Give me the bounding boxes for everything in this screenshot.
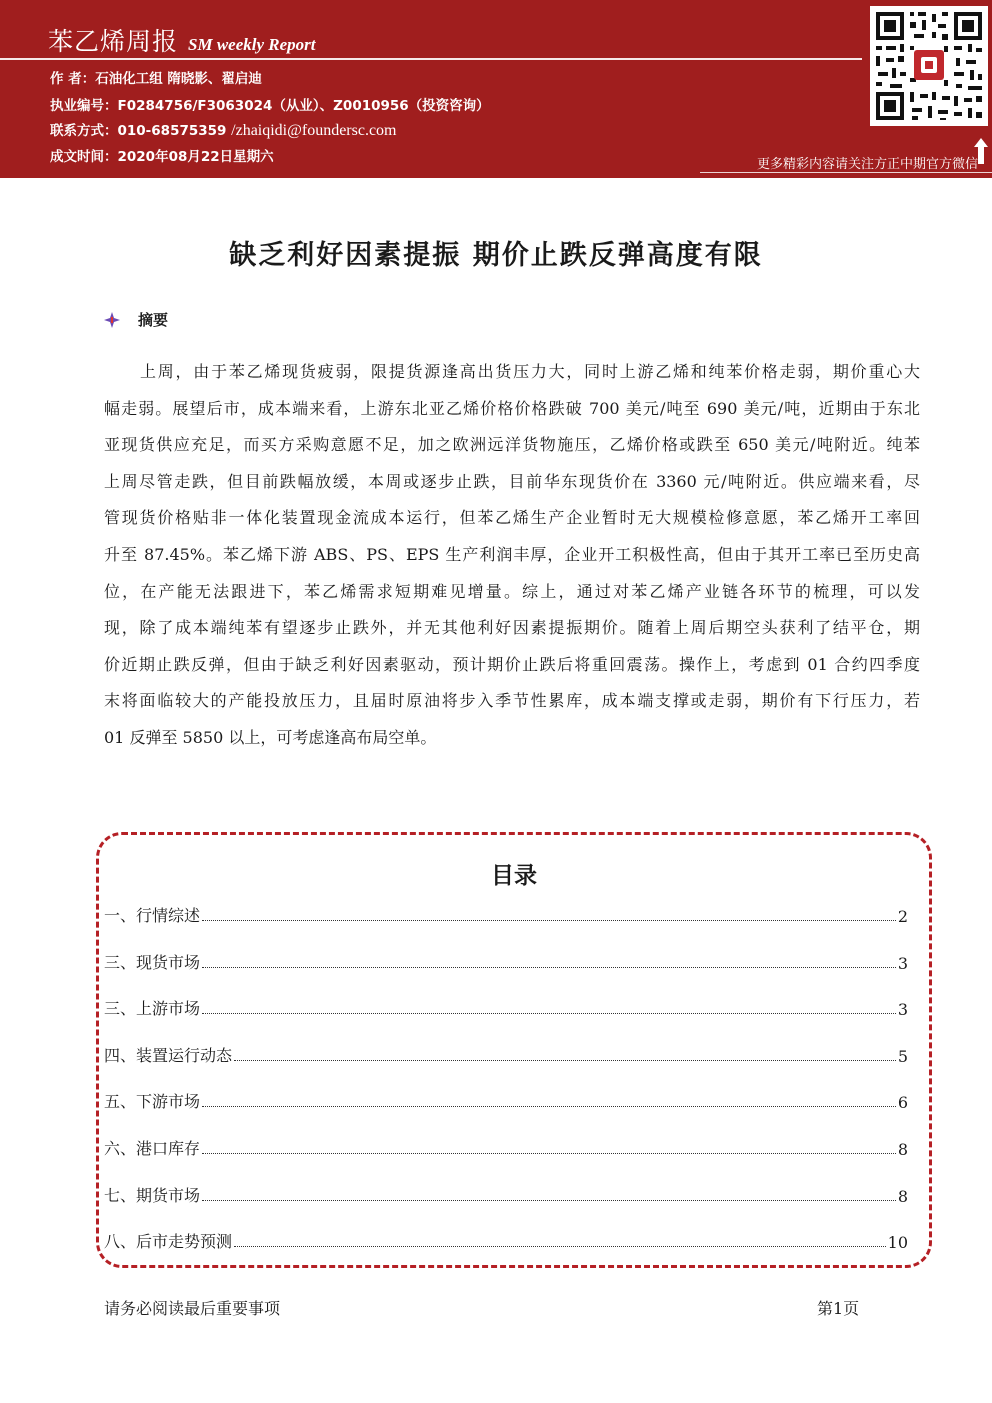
toc-title: 目录 bbox=[491, 863, 537, 889]
toc-item-label: 七、期货市场 bbox=[104, 1186, 201, 1205]
toc-item[interactable] bbox=[104, 951, 908, 973]
toc-item[interactable] bbox=[104, 1044, 908, 1066]
toc-item-page: 8 bbox=[897, 1187, 908, 1206]
footer-page-number: 第1页 bbox=[817, 1299, 860, 1318]
contact-email[interactable]: /zhaiqidi@foundersc.com bbox=[231, 122, 397, 139]
report-brand bbox=[48, 22, 316, 58]
toc-item[interactable] bbox=[104, 904, 908, 926]
toc-leader bbox=[202, 920, 896, 921]
toc-item[interactable] bbox=[104, 997, 908, 1019]
toc-item-page: 2 bbox=[897, 907, 908, 926]
page-title: 缺乏利好因素提振 期价止跌反弹高度有限 bbox=[229, 240, 763, 271]
toc-item-page: 5 bbox=[897, 1047, 908, 1066]
toc-item-page: 3 bbox=[897, 1000, 908, 1019]
contact-label: 联系方式： bbox=[50, 123, 118, 139]
toc-item[interactable] bbox=[104, 1137, 908, 1159]
toc-leader bbox=[202, 1013, 896, 1014]
toc-leader bbox=[202, 1106, 896, 1107]
abstract-line: 亚现货供应充足，而买方采购意愿不足，加之欧洲远洋货物施压，乙烯价格或跌至 650 美元/吨附近。纯苯 bbox=[104, 435, 920, 455]
license-label: 执业编号： bbox=[50, 98, 118, 114]
date-line bbox=[50, 145, 274, 165]
up-arrow-icon bbox=[974, 138, 988, 164]
toc-leader bbox=[202, 1200, 896, 1201]
toc-item[interactable] bbox=[104, 1230, 908, 1252]
toc-item[interactable] bbox=[104, 1090, 908, 1112]
header-divider bbox=[0, 58, 862, 60]
author-line bbox=[50, 67, 262, 87]
date-value: 2020年08月22日星期六 bbox=[117, 149, 274, 165]
license-value: F0284756/F3063024（从业）、Z0010956（投资咨询） bbox=[117, 98, 490, 114]
abstract-line: 升至 87.45%。苯乙烯下游 ABS、PS、EPS 生产利润丰厚，企业开工积极性高，但由于其开工率已至历史高 bbox=[104, 544, 920, 564]
abstract-line: 管现货价格贴非一体化装置现金流成本运行，但苯乙烯生产企业暂时无大规模检修意愿，苯乙烯开工率回 bbox=[104, 508, 920, 528]
toc-item-label: 三、上游市场 bbox=[104, 999, 201, 1018]
toc-item[interactable] bbox=[104, 1184, 908, 1206]
report-header bbox=[0, 0, 992, 178]
abstract-heading bbox=[104, 309, 168, 330]
toc-item-label: 五、下游市场 bbox=[104, 1092, 201, 1111]
toc-item-label: 四、装置运行动态 bbox=[104, 1046, 233, 1065]
abstract-line: 价近期止跌反弹，但由于缺乏利好因素驱动，预计期价止跌后将重回震荡。操作上，考虑到 01 合约四季度 bbox=[104, 654, 920, 674]
date-label: 成文时间： bbox=[50, 149, 118, 165]
qr-code-icon bbox=[870, 6, 988, 126]
abstract-line: 幅走弱。展望后市，成本端来看，上游东北亚乙烯价格价格跌破 700 美元/吨至 690 美元/吨，近期由于东北 bbox=[104, 398, 920, 418]
toc-item-page: 6 bbox=[897, 1093, 908, 1112]
toc-item-label: 三、现货市场 bbox=[104, 953, 201, 972]
toc-item-page: 8 bbox=[897, 1140, 908, 1159]
abstract-label: 摘要 bbox=[138, 311, 169, 329]
toc-leader bbox=[202, 1153, 896, 1154]
abstract-line: 现，除了成本端纯苯有望逐步止跌外，并无其他利好因素提振期价。随着上周后期空头获利了结平仓，期 bbox=[104, 618, 920, 638]
section-bullet-icon bbox=[104, 312, 120, 328]
toc-item-label: 六、港口库存 bbox=[104, 1139, 201, 1158]
toc-item-label: 八、后市走势预测 bbox=[104, 1232, 233, 1251]
report-title-en: SM weekly Report bbox=[188, 35, 316, 54]
toc-leader bbox=[234, 1060, 896, 1061]
footer-notice: 请务必阅读最后重要事项 bbox=[104, 1299, 281, 1318]
toc-item-label: 一、行情综述 bbox=[104, 906, 201, 925]
author-label: 作 者： bbox=[50, 71, 96, 87]
author-value: 石油化工组 隋晓影、翟启迪 bbox=[95, 71, 262, 87]
follow-divider bbox=[700, 172, 992, 173]
toc-item-page: 3 bbox=[897, 954, 908, 973]
toc-item-page: 10 bbox=[887, 1233, 908, 1252]
toc-leader bbox=[234, 1246, 886, 1247]
follow-notice: 更多精彩内容请关注方正中期官方微信 bbox=[756, 157, 978, 172]
license-line bbox=[50, 94, 490, 114]
abstract-line: 位，在产能无法跟进下，苯乙烯需求短期难见增量。综上，通过对苯乙烯产业链各环节的梳理，可以发 bbox=[104, 581, 920, 601]
abstract-line: 上周尽管走跌，但目前跌幅放缓，本周或逐步止跌，目前华东现货价在 3360 元/吨附近。供应端来看，尽 bbox=[104, 471, 920, 491]
contact-phone: 010-68575359 bbox=[117, 123, 232, 139]
abstract-line: 末将面临较大的产能投放压力，且届时原油将步入季节性累库，成本端支撑或走弱，期价有下行压力，若 bbox=[104, 691, 920, 711]
contact-line bbox=[50, 119, 397, 140]
report-title-cn: 苯乙烯周报 bbox=[48, 27, 179, 56]
abstract-line: 上周，由于苯乙烯现货疲弱，限提货源逢高出货压力大，同时上游乙烯和纯苯价格走弱，期价重心大 bbox=[140, 362, 920, 381]
toc-leader bbox=[202, 967, 896, 968]
abstract-line: 01 反弹至 5850 以上，可考虑逢高布局空单。 bbox=[104, 727, 437, 747]
abstract-body bbox=[104, 354, 920, 757]
